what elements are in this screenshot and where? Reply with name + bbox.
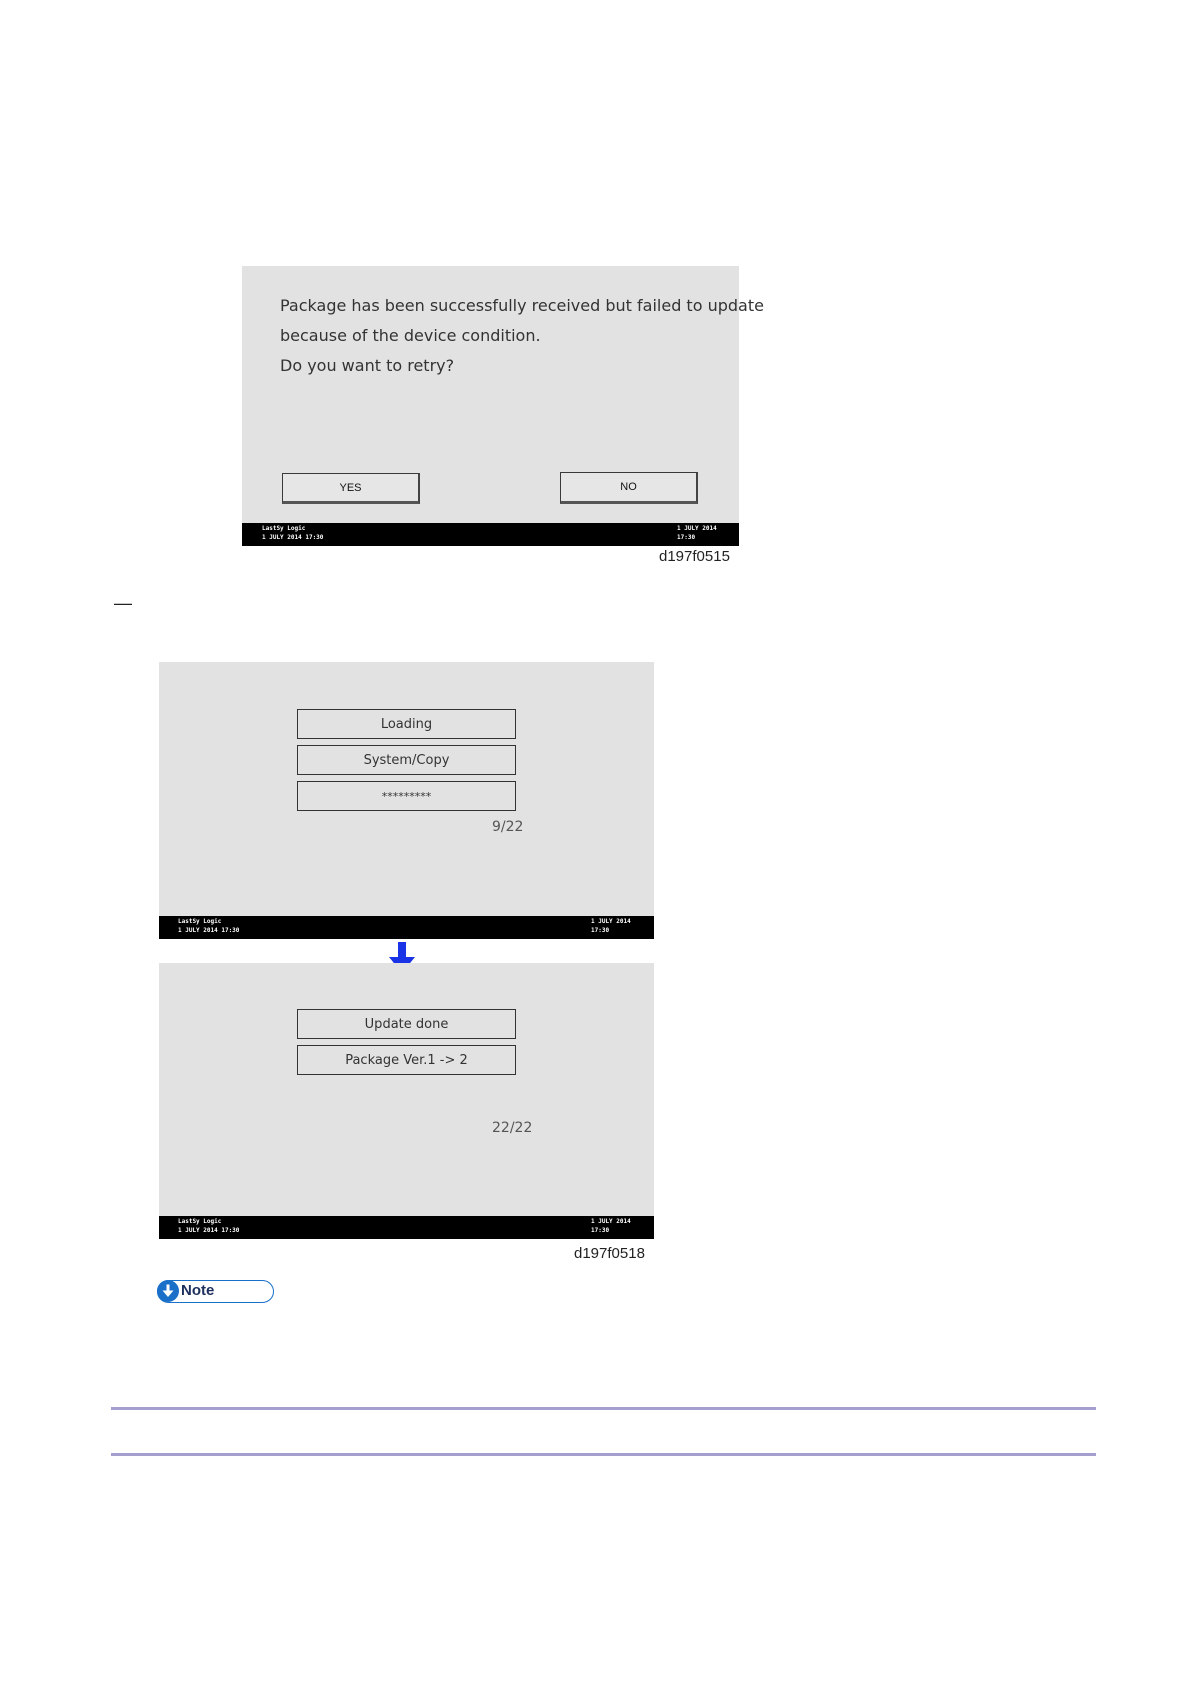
status-field-update-done: Update done (297, 1009, 516, 1039)
progress-counter: 22/22 (492, 1120, 533, 1136)
status-field-package-version: Package Ver.1 -> 2 (297, 1045, 516, 1075)
status-field-system-copy: System/Copy (297, 745, 516, 775)
yes-button[interactable]: YES (282, 473, 420, 504)
status-date: 1 JULY 2014 (591, 918, 631, 925)
status-field-masked: ********* (297, 781, 516, 811)
note-badge (157, 1280, 274, 1303)
figure-caption-1: d197f0515 (659, 548, 730, 565)
dialog-message-line-2: because of the device condition. (280, 326, 541, 345)
status-bar (242, 523, 739, 546)
progress-counter: 9/22 (492, 819, 524, 835)
status-bar (159, 916, 654, 939)
status-login-label: LastSy Logic (178, 918, 222, 925)
status-date: 1 JULY 2014 (677, 525, 717, 532)
update-done-screen (159, 963, 654, 1239)
status-login-label: LastSy Logic (178, 1218, 222, 1225)
status-date: 1 JULY 2014 (591, 1218, 631, 1225)
status-time: 17:30 (677, 534, 696, 541)
status-bar (159, 1216, 654, 1239)
section-rule-top (111, 1407, 1096, 1410)
status-login-label: LastSy Logic (262, 525, 306, 532)
figure-caption-2: d197f0518 (574, 1245, 645, 1262)
status-login-datetime: 1 JULY 2014 17:30 (178, 1227, 240, 1234)
status-login-datetime: 1 JULY 2014 17:30 (178, 927, 240, 934)
status-time: 17:30 (591, 927, 610, 934)
dash-mark: — (114, 593, 132, 613)
status-time: 17:30 (591, 1227, 610, 1234)
dialog-message-line-3: Do you want to retry? (280, 356, 455, 375)
retry-dialog-screen (242, 266, 764, 546)
status-field-loading: Loading (297, 709, 516, 739)
note-label: Note (181, 1282, 215, 1299)
update-progress-screen (159, 662, 654, 939)
status-login-datetime: 1 JULY 2014 17:30 (262, 534, 324, 541)
section-rule-bottom (111, 1453, 1096, 1456)
down-arrow-circle-icon (157, 1280, 179, 1302)
dialog-message-line-1: Package has been successfully received but failed to update (280, 296, 764, 315)
no-button[interactable]: NO (560, 472, 698, 504)
